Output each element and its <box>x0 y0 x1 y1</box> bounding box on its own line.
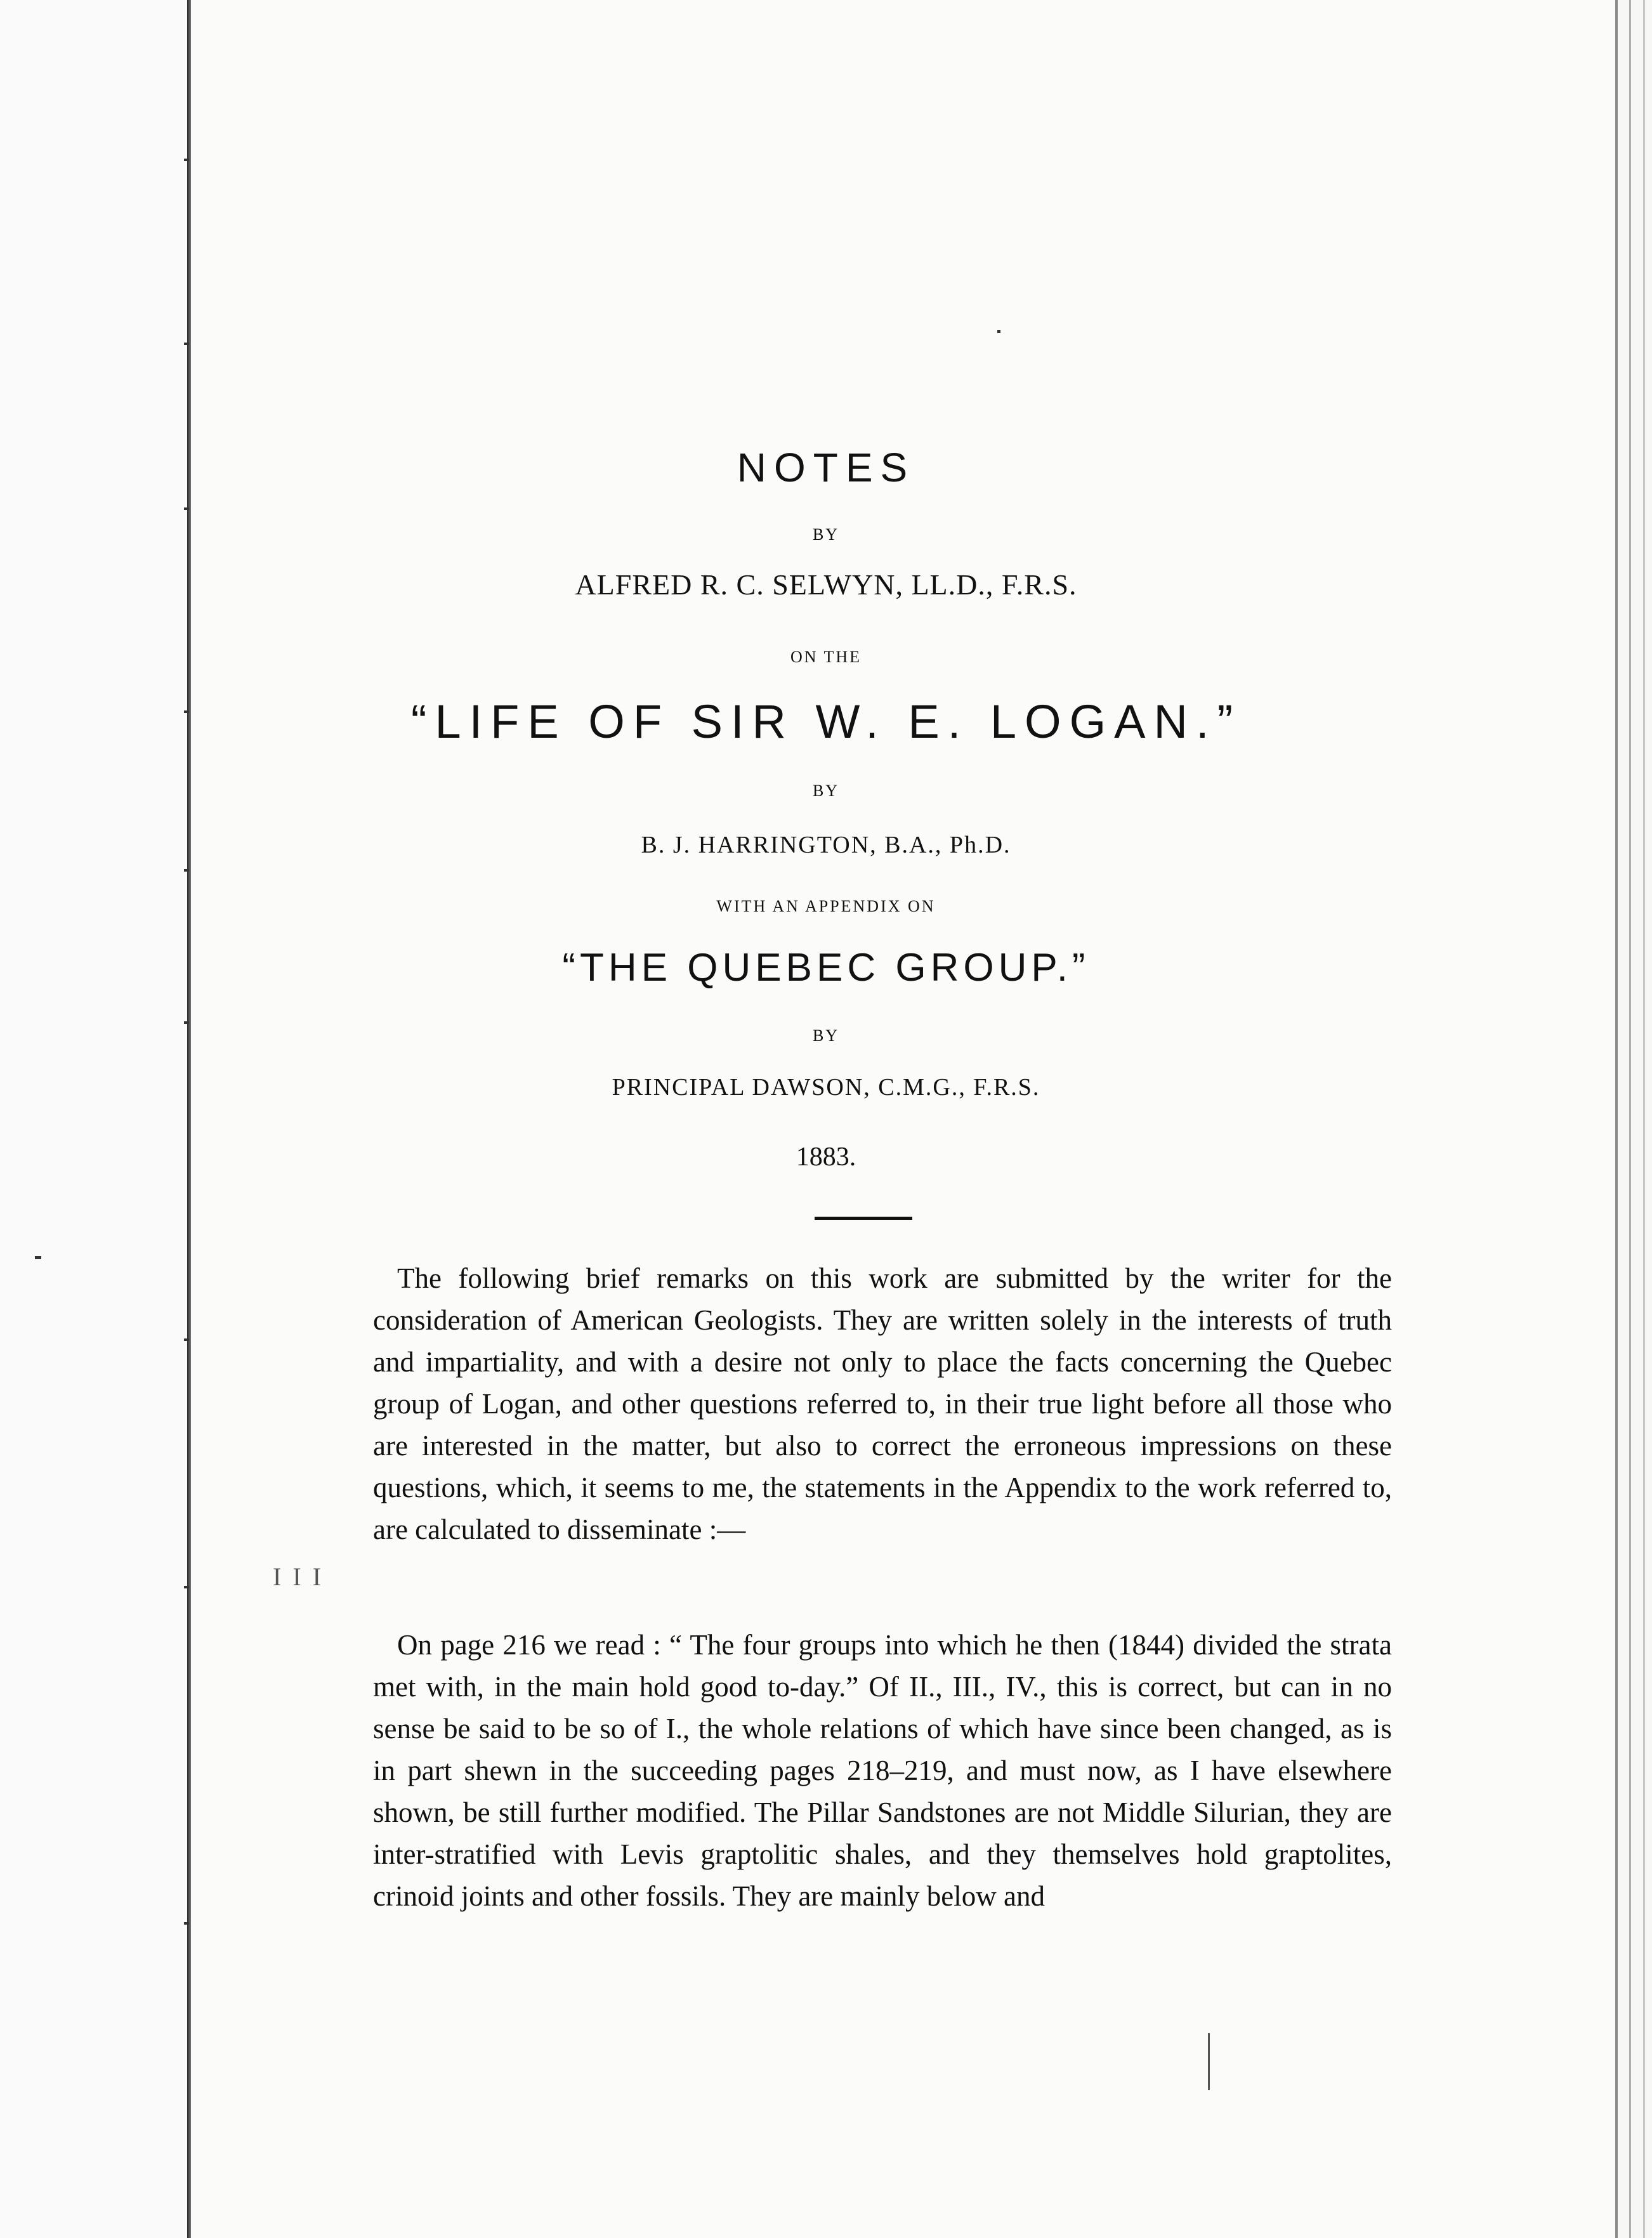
edge-speck <box>184 1922 189 1925</box>
page-edge-right <box>1629 0 1631 2238</box>
subject-label: ON THE <box>790 648 862 666</box>
byline-label: BY <box>812 525 840 544</box>
work-title: “LIFE OF SIR W. E. LOGAN.” <box>410 695 1242 748</box>
body-paragraph <box>373 1624 1392 1917</box>
byline-label: BY <box>812 1026 840 1045</box>
byline-label: BY <box>812 782 840 800</box>
page-edge-right <box>1615 0 1618 2238</box>
ink-mark <box>1208 2033 1210 2090</box>
appendix-title: “THE QUEBEC GROUP.” <box>562 946 1090 990</box>
edge-speck <box>184 869 189 872</box>
edge-speck <box>184 1338 189 1341</box>
edge-speck <box>184 159 189 161</box>
edge-speck <box>184 343 189 345</box>
edge-speck <box>184 1021 189 1024</box>
ink-speck <box>997 330 1000 333</box>
edge-speck <box>35 1256 41 1259</box>
section-divider <box>815 1217 912 1220</box>
facing-page-edge <box>0 0 187 2238</box>
appendix-label: WITH AN APPENDIX ON <box>716 897 936 915</box>
author-name: ALFRED R. C. SELWYN, LL.D., F.R.S. <box>575 568 1077 601</box>
edge-speck <box>184 507 189 510</box>
page-title: NOTES <box>737 445 915 490</box>
body-paragraph <box>373 1257 1392 1550</box>
margin-pencil-mark: I I I <box>273 1562 324 1591</box>
edge-speck <box>184 1586 189 1588</box>
paragraph-text: The following brief remarks on this work are submitted by the writer for the consideration of American Geologists. They are written solely in the interests of truth and impartiality, and with a desire not only to place the facts concerning the Quebec group of Logan, and other questions referred to, in their true light before all those who are interested in the matter, but also to correct the erroneous impressions on these questions, which, it seems to me, the statements in the Appendix to the work referred to, are calculated to disseminate :— <box>373 1262 1392 1545</box>
publication-year: 1883. <box>796 1142 856 1172</box>
biographer-name: B. J. HARRINGTON, B.A., Ph.D. <box>641 832 1011 858</box>
paragraph-text: On page 216 we read : “ The four groups into which he then (1844) divided the strata met with, in the main hold good to-day.” Of II., III., IV., this is correct, but can in no sense be said to be so of I., the whole relations of which have since been changed, as is in part shewn in the succeeding pages 218–219, and must now, as I have elsewhere shown, be still further modified. The Pillar Sandstones are not Middle Silurian, they are inter-stratified with Levis graptolitic shales, and they themselves hold graptolites, crinoid joints and other fossils. They are mainly below and <box>373 1629 1392 1912</box>
appendix-author: PRINCIPAL DAWSON, C.M.G., F.R.S. <box>612 1074 1040 1101</box>
page-edge-right <box>1643 0 1645 2238</box>
